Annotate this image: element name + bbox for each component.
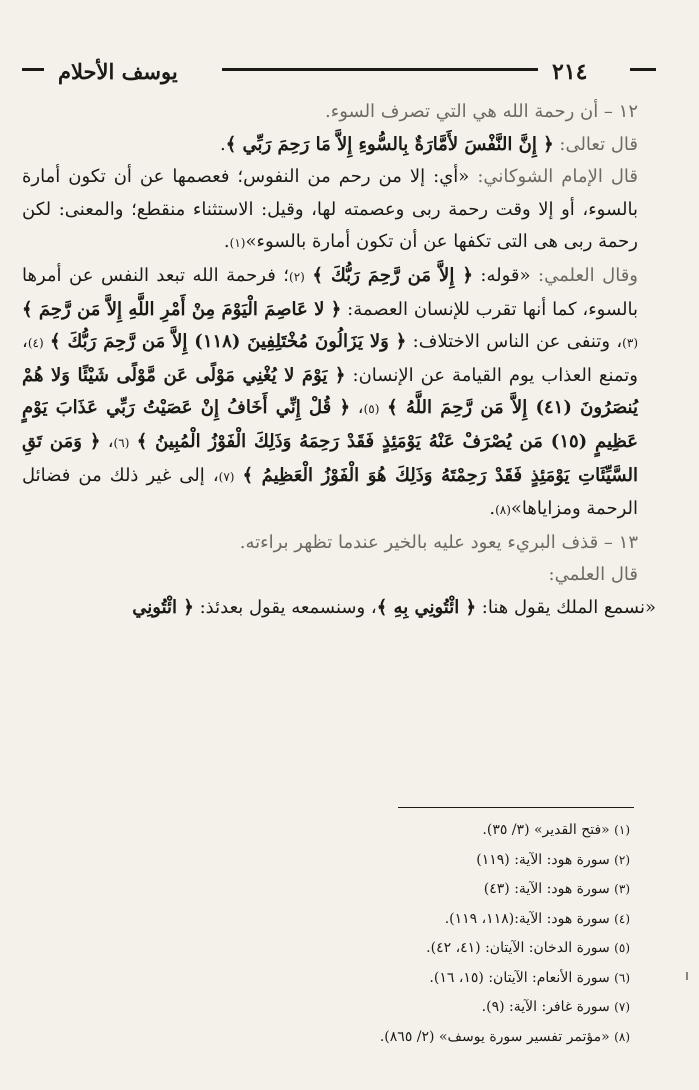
footnote-text: سورة هود: الآية:(١١٨، ١١٩). [444,910,610,927]
footnote-item [22,905,634,935]
quran-quote: ﴿ وَمَن تَقِ السَّيِّئَاتِ يَوْمَئِذٍ فَقَدْ رَحِمْتَهُ وَذَلِكَ هُوَ الْفَوْزُ الْعَظِيمُ ﴾ [22,430,638,486]
quran-quote: ﴿ ائْتُونِي بِهِ ﴾ [376,596,477,618]
verse-lead: قال تعالى: [559,133,638,155]
footnote-item [22,993,634,1023]
footnote-text: سورة الأنعام: الآيتان: (١٥، ١٦). [429,969,610,986]
footnote-ref: (٤) [27,336,44,351]
alami-lead: وقال العلمي: [538,264,638,286]
footnote-number: (٢) [614,852,630,867]
footnote-ref: (٧) [218,469,235,484]
footnote-number: (٤) [614,911,630,926]
footnote-item [22,846,634,876]
shawkani-text: «أي: إلا من رحم من النفوس؛ فعصمها عن أن تكون أمارة بالسوء، أو إلا وقت رحمة ربى وعصمته لها، وقيل: الاستثناء منقطع؛ والمعنى: لكن رحمة ربى هى التى تكفها عن أن تكون أمارة بالسوء» [22,166,638,253]
text-run: «قوله: [480,264,531,286]
footnote-number: (٨) [614,1029,630,1044]
footnote-text: سورة هود: الآية: (٤٣) [483,881,610,897]
quran-quote: ﴿ قُلْ إِنِّي أَخَافُ إِنْ عَصَيْتُ رَبِّي عَذَابَ يَوْمٍ عَظِيمٍ (١٥) مَن يُصْرَفْ عَنْهُ يَوْمَئِذٍ فَقَدْ رَحِمَهُ وَذَلِكَ الْفَوْزُ الْمُبِينُ ﴾ [22,397,638,452]
quran-quote: ﴿ يَوْمَ لا يُغْنِي مَوْلًى عَن مَّوْلًى شَيْئًا وَلا هُمْ يُنصَرُونَ (٤١) إِلاَّ مَن رَّحِمَ اللَّهُ ﴾ [22,364,638,419]
footnotes [22,816,634,1052]
verse-line [22,129,656,162]
quran-quote: ﴿ ائْتُونِي [132,596,194,618]
footnote-number: (٥) [614,941,630,955]
punct: . [489,498,496,520]
footnote-ref: (٦) [113,435,130,450]
footnote-number: (٧) [614,1000,630,1014]
text-run: ، [107,430,114,452]
footnote-ref: (٣) [622,336,638,351]
shawkani-lead: قال الإمام الشوكاني: [477,166,638,188]
footnote-item [22,875,634,905]
main-text [22,96,656,625]
text-run: ، [357,397,364,419]
footnote-text: «مؤتمر تفسير سورة يوسف» (٢/ ٨٦٥). [379,1028,610,1045]
header-rule-middle [222,68,538,71]
text-run: ، إلى غير ذلك من فضائل الرحمة ومزاياها» [22,464,638,520]
header-rule-right [630,68,656,71]
footnote-ref: (٢) [289,269,305,284]
footnote-text: سورة غافر: الآية: (٩). [481,999,610,1015]
quran-quote: ﴿ لا عَاصِمَ الْيَوْمَ مِنْ أَمْرِ اللَّهِ إِلاَّ مَن رَّحِمَ ﴾ [22,298,342,320]
alami-paragraph [22,260,656,527]
paragraph-13: ١٣ – قذف البريء يعود عليه بالخير عندما تظهر براءته. [239,531,638,553]
footnote-number: (٦) [614,970,630,985]
paragraph-12: ١٢ – أن رحمة الله هي التي تصرف السوء. [325,101,638,122]
margin-mark [686,972,688,980]
footnote-text: سورة هود: الآية: (١١٩) [476,851,610,868]
page-header [22,58,656,92]
footnote-ref: (٥) [363,402,380,417]
punct: . [220,133,226,155]
footnote-ref: (٨) [495,503,511,518]
footnote-item [22,1023,634,1053]
footnote-number: (٣) [614,882,630,896]
punct: . [223,231,230,253]
quran-quote: ﴿ إِنَّ النَّفْسَ لأَمَّارَةٌ بِالسُّوءِ إِلاَّ مَا رَحِمَ رَبِّي ﴾ [225,133,554,155]
header-rule-left [22,68,44,71]
footnote-ref: (١) [229,236,246,251]
text-run: ؛ فرحمة الله تبعد النفس عن أمرها بالسوء، كما أنها تقرب للإنسان العصمة: [22,264,638,320]
quran-quote: ﴿ إِلاَّ مَن رَّحِمَ رَبُّكَ ﴾ [312,264,473,286]
footnote-text: سورة الدخان: الآيتان: (٤١، ٤٢). [426,940,610,956]
text-run: ، وسنسمعه يقول بعدئذ: [199,596,377,618]
footnote-text: «فتح القدير» (٣/ ٣٥). [482,822,610,838]
page-number: ٢١٤ [552,59,588,85]
footnote-separator [398,807,634,808]
footnote-number: (١) [614,823,630,837]
footnote-item [22,816,634,846]
text-run: «نسمع الملك يقول هنا: [481,596,656,618]
text-run: ، وتمنع العذاب يوم القيامة عن الإنسان: [22,331,638,386]
footnote-item [22,964,634,994]
footnote-item [22,934,634,964]
shawkani-paragraph [22,161,656,260]
running-title: يوسف الأحلام [58,59,178,84]
text-run: ، وتنفى عن الناس الاختلاف: [412,331,623,353]
quran-quote: ﴿ وَلا يَزَالُونَ مُخْتَلِفِينَ (١١٨) إِلاَّ مَن رَّحِمَ رَبُّكَ ﴾ [50,331,407,353]
alami-quote-paragraph [22,592,656,625]
alami-lead-2: قال العلمي: [548,564,638,586]
